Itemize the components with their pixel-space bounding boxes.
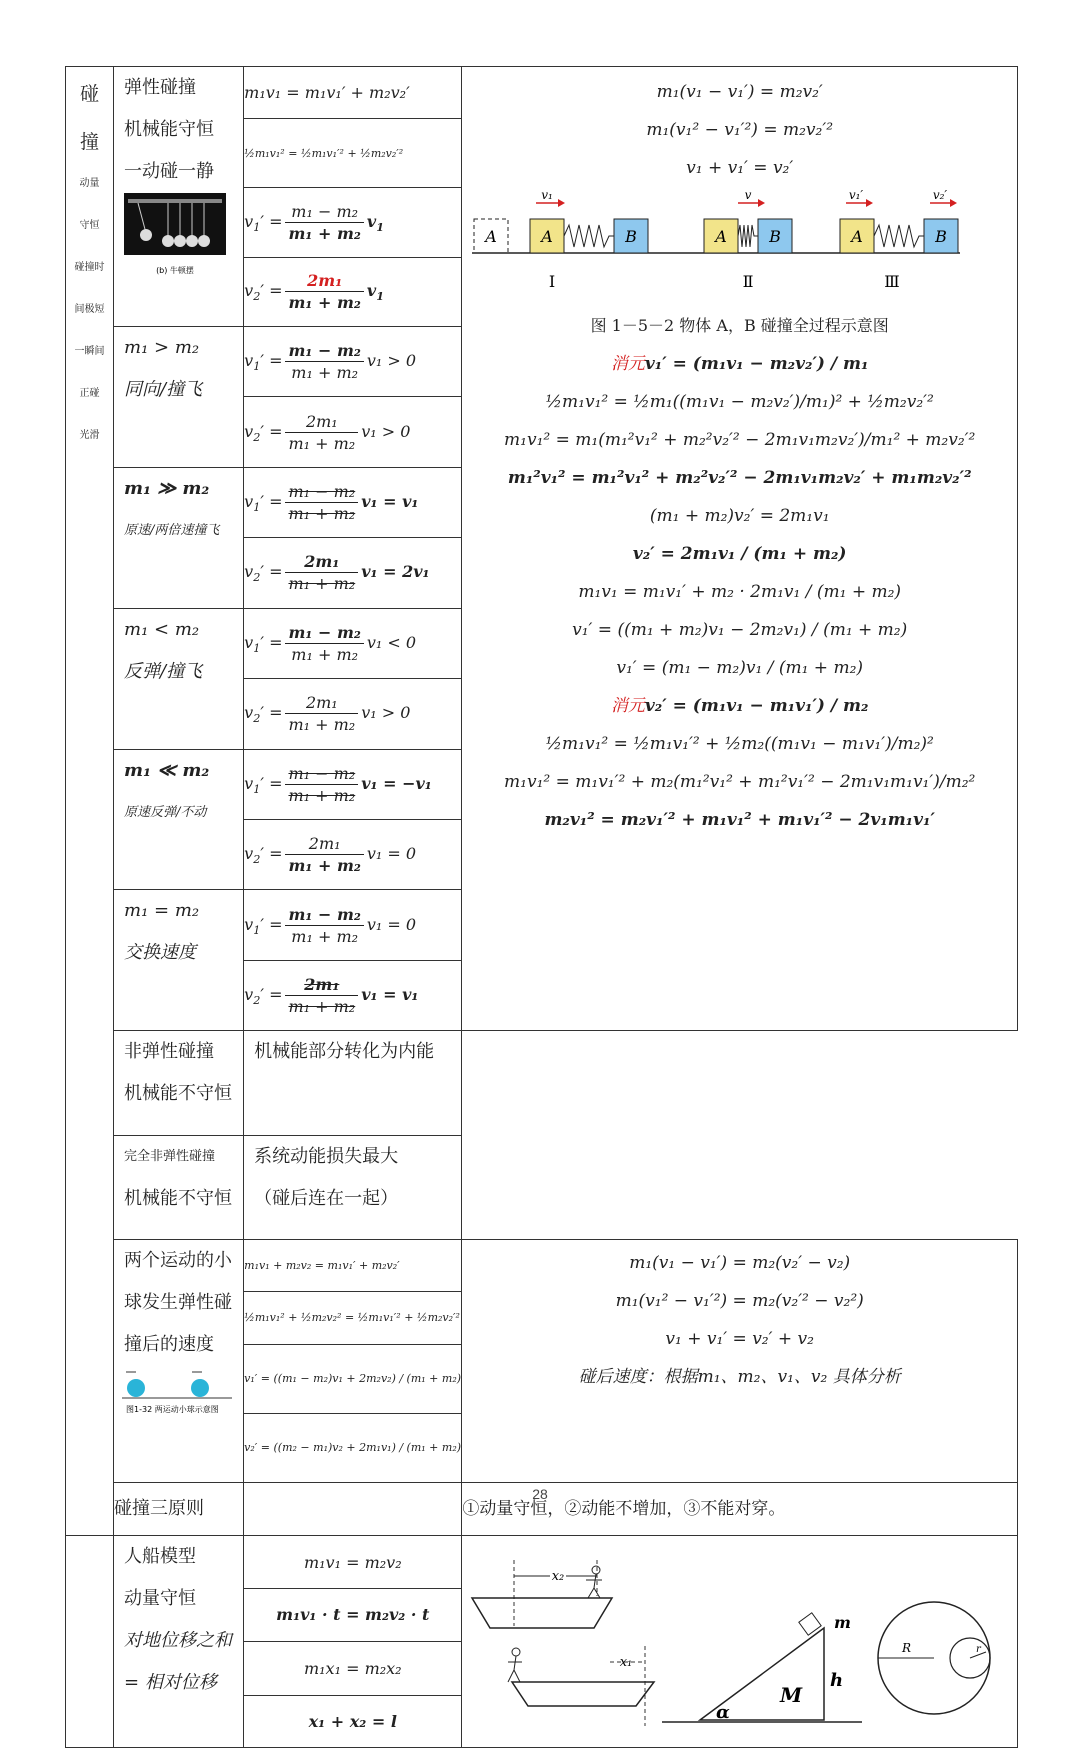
perfect-inelastic-energy-label: 机械能不守恒 bbox=[124, 1187, 233, 1209]
note-collision-time: 碰撞时 bbox=[74, 262, 105, 273]
inelastic-desc-cell bbox=[244, 1031, 462, 1135]
case-4-label-cell bbox=[114, 749, 244, 890]
x2-label: x₂ bbox=[552, 1568, 565, 1584]
boat-label-4: = 相对位移 bbox=[124, 1672, 217, 1694]
three-principles-label: 碰撞三原则 bbox=[114, 1483, 244, 1536]
moving-momentum-eq: m₁v₁ + m₂v₂ = m₁v₁′ + m₂v₂′ bbox=[244, 1240, 462, 1292]
inelastic-energy-label: 机械能不守恒 bbox=[124, 1083, 233, 1105]
svg-text:A: A bbox=[541, 227, 554, 246]
moving-label-2: 球发生弹性碰 bbox=[124, 1292, 233, 1314]
category-title-2: 撞 bbox=[80, 131, 100, 153]
three-principles-text: ①动量守恒，②动能不增加，③不能对穿。 bbox=[462, 1483, 1018, 1536]
svg-text:v₁′: v₁′ bbox=[849, 188, 864, 202]
elastic-v1-den: m₁ + m₂ bbox=[288, 224, 361, 244]
newton-cradle-caption: (b) 牛顿摆 bbox=[156, 266, 194, 275]
derivation-cell bbox=[462, 67, 1018, 1031]
deriv-line-2: m₁v₁² = m₁(m₁²v₁² + m₂²v₂′² − 2m₁v₁m₂v₂′)/m₁² + m₂v₂′² bbox=[504, 430, 976, 450]
stage-2-label: Ⅱ bbox=[742, 272, 754, 291]
svg-text:B: B bbox=[625, 227, 638, 246]
deriv-line-11: m₂v₁² = m₂v₁′² + m₁v₁² + m₁v₁′² − 2v₁m₁v₁′ bbox=[544, 810, 935, 830]
case-1-v2: $v_2'$ = $\frac{\text{2m₁}}{\text{m₁ + m₂}}$ v₁ > 0 bbox=[244, 397, 462, 467]
deriv-line-3: m₁²v₁² = m₁²v₁² + m₂²v₂′² − 2m₁v₁m₂v₂′ + m₁m₂v₂′² bbox=[507, 468, 972, 488]
case-2-cond: m₁ ≫ m₂ bbox=[124, 477, 210, 499]
elastic-energy-label: 机械能守恒 bbox=[124, 119, 215, 140]
moving-right-2: m₁(v₁² − v₁′²) = m₂(v₂′² − v₂²) bbox=[615, 1291, 864, 1312]
svg-text:B: B bbox=[935, 227, 948, 246]
case-4-v1: $v_1'$ = $\frac{\text{m₁ − m₂}}{\text{m₁ + m₂}}$ v₁ = −v₁ bbox=[244, 749, 462, 819]
svg-text:A: A bbox=[485, 227, 498, 246]
perfect-inelastic-desc-cell bbox=[244, 1135, 462, 1239]
deriv-line-1: ½m₁v₁² = ½m₁((m₁v₁ − m₂v₂′)/m₁)² + ½m₂v₂′² bbox=[545, 392, 934, 412]
case-3-v2: $v_2'$ = $\frac{\text{2m₁}}{\text{m₁ + m₂}}$ v₁ > 0 bbox=[244, 679, 462, 749]
case-5-label-cell bbox=[114, 890, 244, 1031]
perfect-inelastic-label: 完全非弹性碰撞 bbox=[124, 1148, 216, 1164]
case-3-v1: $v_1'$ = $\frac{\text{m₁ − m₂}}{\text{m₁ + m₂}}$ v₁ < 0 bbox=[244, 608, 462, 678]
boat-eq-4: x₁ + x₂ = l bbox=[244, 1695, 462, 1747]
stage-3-label: Ⅲ bbox=[884, 272, 901, 291]
collision-figure bbox=[462, 187, 1012, 307]
boat-eq-2: m₁v₁ · t = m₂v₂ · t bbox=[244, 1588, 462, 1641]
moving-v1-eq: v₁′ = ((m₁ − m₂)v₁ + 2m₂v₂) / (m₁ + m₂) bbox=[244, 1344, 462, 1413]
elim1-expr: v₁′ = (m₁v₁ − m₂v₂′) / m₁ bbox=[644, 354, 869, 374]
elastic-momentum-eq: m₁v₁ = m₁v₁′ + m₂v₂′ bbox=[244, 67, 462, 119]
case-5-v1: $v_1'$ = $\frac{\text{m₁ − m₂}}{\text{m₁ + m₂}}$ v₁ = 0 bbox=[244, 890, 462, 960]
case-5-v2: $v_2'$ = $\frac{\text{2m₁}}{\text{m₁ + m₂}}$ v₁ = v₁ bbox=[244, 960, 462, 1030]
moving-balls-figure bbox=[122, 1366, 232, 1418]
boat-label-3: 对地位移之和 bbox=[124, 1630, 233, 1652]
case-3-cond: m₁ < m₂ bbox=[124, 618, 200, 640]
elastic-label: 弹性碰撞 bbox=[124, 77, 197, 98]
deriv-line-10: m₁v₁² = m₁v₁′² + m₂(m₁²v₁² + m₁²v₁′² − 2m₁v₁m₁v₁′)/m₂² bbox=[504, 772, 976, 792]
case-1-desc: 同向/撞飞 bbox=[124, 378, 203, 400]
boat-label-2: 动量守恒 bbox=[124, 1588, 197, 1610]
collision-figure-caption: 图 1－5－2 物体 A，B 碰撞全过程示意图 bbox=[590, 316, 889, 335]
moving-label-1: 两个运动的小 bbox=[124, 1250, 233, 1272]
category-cell bbox=[66, 67, 114, 1536]
elastic-one-static-label: 一动碰一静 bbox=[124, 161, 215, 182]
inelastic-desc: 机械能部分转化为内能 bbox=[254, 1041, 435, 1063]
elastic-label-cell bbox=[114, 67, 244, 327]
svg-text:B: B bbox=[769, 227, 782, 246]
moving-right-1: m₁(v₁ − v₁′) = m₂(v₂′ − v₂) bbox=[629, 1253, 851, 1274]
big-r-label: R bbox=[902, 1640, 912, 1655]
deriv-top-1: m₁(v₁ − v₁′) = m₂v₂′ bbox=[656, 82, 823, 102]
x1-label: x₁ bbox=[620, 1654, 633, 1670]
deriv-line-9: ½m₁v₁² = ½m₁v₁′² + ½m₂((m₁v₁ − m₁v₁′)/m₂)² bbox=[545, 734, 934, 754]
moving-label-cell bbox=[114, 1240, 244, 1483]
boat-figure bbox=[462, 1556, 1015, 1728]
elim2-expr: v₂′ = (m₁v₁ − m₁v₁′) / m₂ bbox=[644, 696, 869, 716]
note-momentum: 动量 bbox=[79, 178, 100, 189]
moving-right-3: v₁ + v₁′ = v₂′ + v₂ bbox=[665, 1329, 814, 1350]
moving-label-3: 撞后的速度 bbox=[124, 1334, 215, 1356]
case-1-label-cell bbox=[114, 326, 244, 467]
note-smooth: 光滑 bbox=[79, 430, 100, 441]
moving-figure-caption: 图1-32 两运动小球示意图 bbox=[126, 1405, 219, 1415]
elastic-v2-den: m₁ + m₂ bbox=[288, 293, 361, 313]
deriv-line-7: v₁′ = ((m₁ + m₂)v₁ − 2m₂v₁) / (m₁ + m₂) bbox=[572, 620, 908, 640]
perfect-inelastic-desc-2: （碰后连在一起） bbox=[254, 1187, 399, 1209]
note-very-short: 间极短 bbox=[74, 304, 105, 315]
perfect-inelastic-desc-1: 系统动能损失最大 bbox=[254, 1145, 399, 1167]
newton-cradle-image bbox=[124, 193, 226, 279]
case-4-cond: m₁ ≪ m₂ bbox=[124, 759, 210, 781]
elim2-line bbox=[462, 687, 1017, 725]
elim2-label: 消元 bbox=[610, 696, 645, 716]
page-number: 28 bbox=[532, 1486, 548, 1502]
alpha-label: α bbox=[716, 1701, 731, 1723]
inelastic-label-cell bbox=[114, 1031, 244, 1135]
note-instant: 一瞬间 bbox=[74, 346, 105, 357]
perfect-inelastic-label-cell bbox=[114, 1135, 244, 1239]
case-2-v2: $v_2'$ = $\frac{\text{2m₁}}{\text{m₁ + m₂}}$ v₁ = 2v₁ bbox=[244, 538, 462, 608]
case-1-cond: m₁ > m₂ bbox=[124, 336, 200, 358]
case-1-v1: $v_1'$ = $\frac{\text{m₁ − m₂}}{\text{m₁ + m₂}}$ v₁ > 0 bbox=[244, 326, 462, 396]
elastic-v1-formula: $v_1'$ = $\frac{\text{m₁ − m₂}}{\text{m₁ + m₂}}$ $v_1$ bbox=[244, 188, 462, 257]
svg-text:A: A bbox=[715, 227, 728, 246]
inelastic-label: 非弹性碰撞 bbox=[124, 1041, 215, 1063]
elastic-energy-eq: ½m₁v₁² = ½m₁v₁′² + ½m₂v₂′² bbox=[244, 119, 462, 188]
small-r-label: r bbox=[976, 1643, 982, 1655]
note-head-on: 正碰 bbox=[79, 388, 100, 399]
case-4-desc: 原速反弹/不动 bbox=[124, 804, 207, 820]
case-2-label-cell bbox=[114, 467, 244, 608]
boat-empty-cell bbox=[66, 1536, 114, 1748]
boat-figure-cell bbox=[462, 1536, 1018, 1748]
elim1-label: 消元 bbox=[610, 354, 645, 374]
case-2-v1: $v_1'$ = $\frac{\text{m₁ − m₂}}{\text{m₁ + m₂}}$ v₁ = v₁ bbox=[244, 467, 462, 537]
small-m-label: m bbox=[834, 1612, 852, 1632]
moving-energy-eq: ½m₁v₁² + ½m₂v₂² = ½m₁v₁′² + ½m₂v₂′² bbox=[244, 1292, 462, 1344]
boat-label-cell bbox=[114, 1536, 244, 1748]
moving-note: 碰后速度：根据m₁、m₂、v₁、v₂ 具体分析 bbox=[578, 1367, 901, 1388]
boat-label-1: 人船模型 bbox=[124, 1546, 197, 1568]
case-5-desc: 交换速度 bbox=[124, 942, 197, 964]
elastic-v2-formula: $v_2'$ = $\frac{\text{2m₁}}{\text{m₁ + m₂}}$ $v_1$ bbox=[244, 257, 462, 326]
deriv-line-5: v₂′ = 2m₁v₁ / (m₁ + m₂) bbox=[632, 544, 847, 564]
stage-1-label: Ⅰ bbox=[549, 272, 556, 291]
moving-v2-eq: v₂′ = ((m₂ − m₁)v₂ + 2m₁v₁) / (m₁ + m₂) bbox=[244, 1413, 462, 1482]
svg-text:v₂′: v₂′ bbox=[933, 188, 948, 202]
big-m-label: M bbox=[780, 1682, 803, 1707]
svg-text:v₁: v₁ bbox=[541, 188, 554, 202]
elim1-line bbox=[462, 345, 1017, 383]
moving-deriv-cell bbox=[462, 1240, 1018, 1483]
elastic-v2-num: 2m₁ bbox=[285, 271, 363, 292]
deriv-line-4: (m₁ + m₂)v₂′ = 2m₁v₁ bbox=[649, 506, 830, 526]
case-3-label-cell bbox=[114, 608, 244, 749]
note-conserved: 守恒 bbox=[79, 220, 100, 231]
elastic-v1-num: m₁ − m₂ bbox=[285, 202, 363, 223]
deriv-line-6: m₁v₁ = m₁v₁′ + m₂ · 2m₁v₁ / (m₁ + m₂) bbox=[578, 582, 902, 602]
svg-text:v: v bbox=[745, 188, 752, 202]
case-3-desc: 反弹/撞飞 bbox=[124, 660, 203, 682]
deriv-line-8: v₁′ = (m₁ − m₂)v₁ / (m₁ + m₂) bbox=[616, 658, 864, 678]
boat-eq-3: m₁x₁ = m₂x₂ bbox=[244, 1642, 462, 1695]
deriv-top-2: m₁(v₁² − v₁′²) = m₂v₂′² bbox=[646, 120, 834, 140]
case-4-v2: $v_2'$ = $\frac{\text{2m₁}}{\text{m₁ + m₂}}$ v₁ = 0 bbox=[244, 819, 462, 889]
boat-eq-1: m₁v₁ = m₂v₂ bbox=[244, 1536, 462, 1588]
deriv-top-3: v₁ + v₁′ = v₂′ bbox=[686, 158, 794, 178]
case-5-cond: m₁ = m₂ bbox=[124, 900, 200, 922]
category-title-1: 碰 bbox=[80, 83, 100, 105]
svg-text:A: A bbox=[851, 227, 864, 246]
case-2-desc: 原速/两倍速撞飞 bbox=[124, 522, 220, 538]
h-label: h bbox=[830, 1669, 844, 1691]
